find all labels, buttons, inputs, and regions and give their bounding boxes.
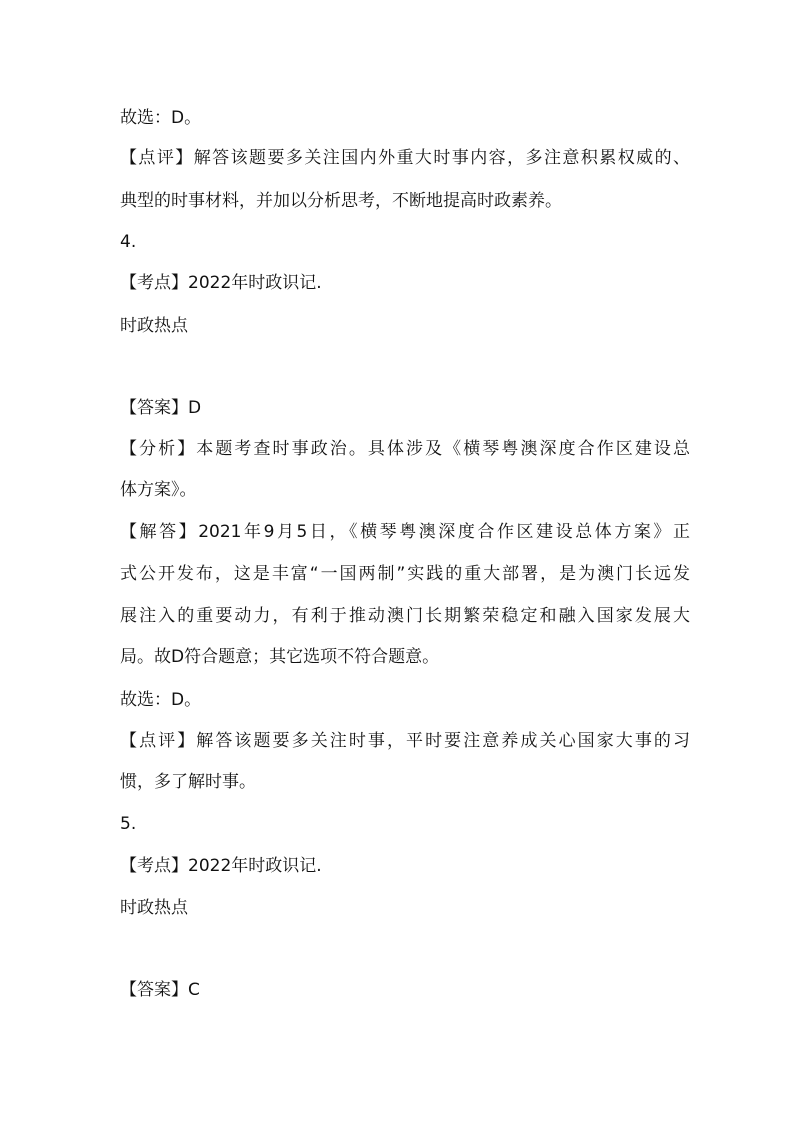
- q5-topic: 时政热点: [120, 898, 188, 918]
- q3-comment-line-1: 【点评】解答该题要多关注国内外重大时事内容，多注意积累权威的、: [120, 148, 690, 168]
- q4-topic: 时政热点: [120, 316, 188, 336]
- q4-comment-line-1: 【点评】解答该题要多关注时事，平时要注意养成关心国家大事的习: [120, 731, 690, 751]
- q4-solution-line-4: 局。故D符合题意；其它选项不符合题意。: [120, 647, 440, 667]
- q4-solution-line-1: 【解答】2021年9月5日，《横琴粤澳深度合作区建设总体方案》正: [120, 522, 690, 542]
- q4-answer: 【答案】D: [120, 398, 202, 418]
- q4-analysis-line-2: 体方案》。: [120, 480, 197, 500]
- q4-solution-line-3: 展注入的重要动力，有利于推动澳门长期繁荣稳定和融入国家发展大: [120, 606, 690, 626]
- q4-answer-choice: 故选：D。: [120, 690, 202, 710]
- q4-number: 4.: [120, 232, 137, 252]
- q3-comment-line-2: 典型的时事材料，并加以分析思考，不断地提高时政素养。: [120, 191, 562, 211]
- q4-analysis-line-1: 【分析】本题考查时事政治。具体涉及《横琴粤澳深度合作区建设总: [120, 439, 690, 459]
- q5-kaodian: 【考点】2022年时政识记.: [120, 856, 322, 876]
- q5-answer: 【答案】C: [120, 980, 200, 1000]
- q5-number: 5.: [120, 814, 137, 834]
- q4-solution-line-2: 式公开发布，这是丰富“一国两制”实践的重大部署，是为澳门长远发: [120, 564, 690, 584]
- q3-answer-choice: 故选：D。: [120, 108, 202, 128]
- q4-comment-line-2: 惯，多了解时事。: [120, 772, 256, 792]
- q4-kaodian: 【考点】2022年时政识记.: [120, 273, 322, 293]
